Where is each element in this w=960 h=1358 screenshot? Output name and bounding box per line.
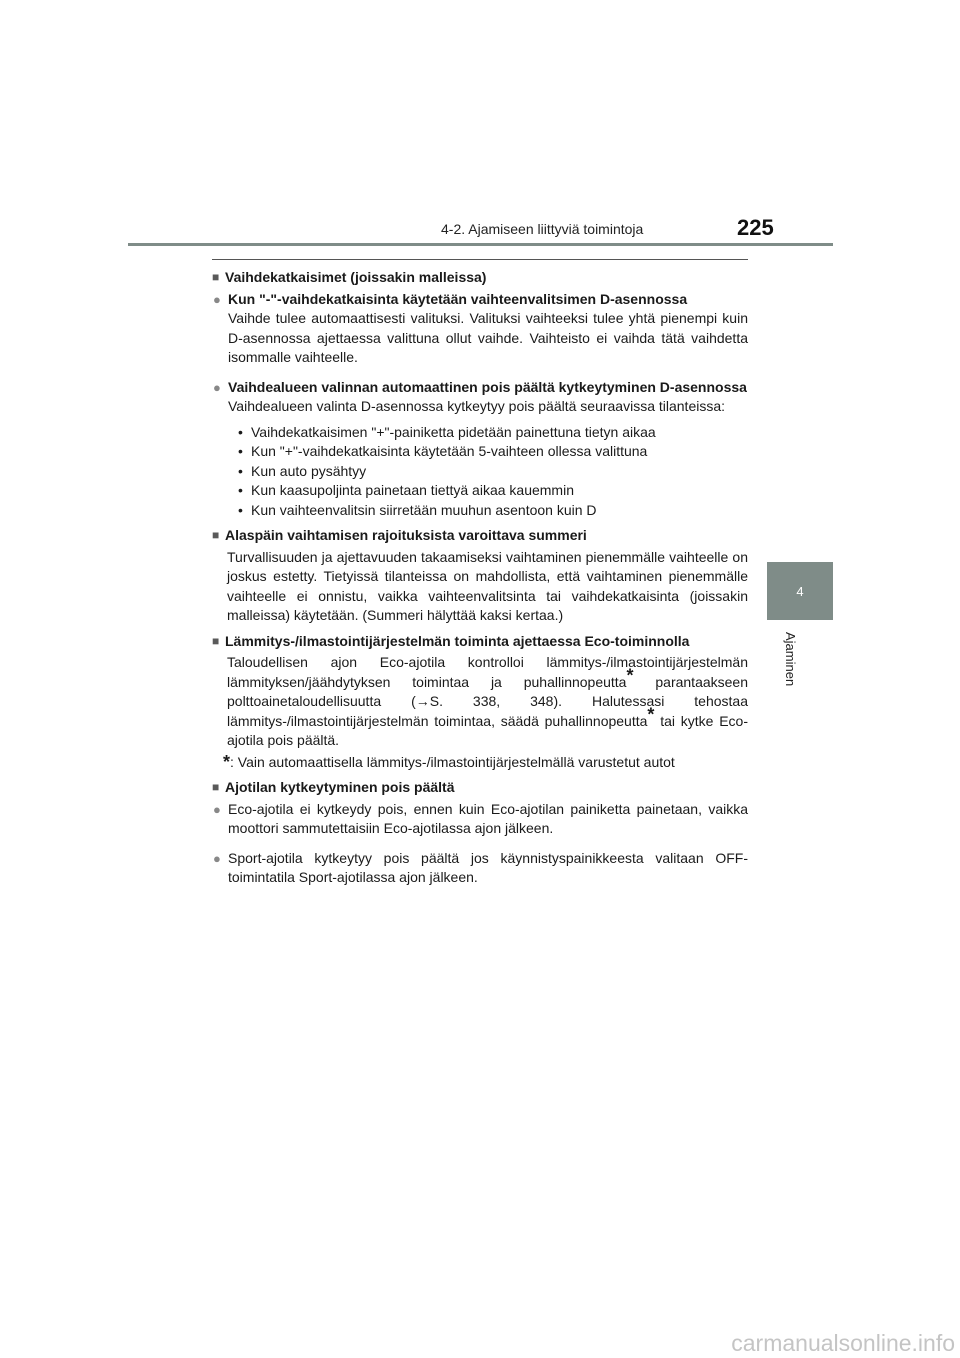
page-content <box>212 268 748 894</box>
section-heading <box>212 778 748 798</box>
chapter-label: Ajaminen <box>783 632 798 687</box>
section-heading <box>212 632 748 652</box>
footnote-asterisk: * <box>222 751 230 772</box>
text-part: tai kytke Eco-ajotila pois päältä. <box>227 712 748 748</box>
bullet-text: Vaihdealueen valinta D-asennossa kytkeytyy pois päältä seuraavissa tilanteissa: <box>228 398 726 414</box>
square-bullet-icon: ■ <box>212 270 220 284</box>
section-climate-eco <box>212 632 748 773</box>
text-part: parantaakseen polttoainetaloudellisuutta (→S. 338, 348). Halutessasi tehostaa lämmitys-/ilmastointijärjestelmän toimintaa, säädä puhallinnopeutta <box>227 673 748 729</box>
square-bullet-icon: ■ <box>212 780 220 794</box>
page-number: 225 <box>737 215 774 240</box>
bullet-item <box>212 378 748 417</box>
text-part: Taloudellisen ajon Eco-ajotila kontrolloi lämmitys-/ilmastointijärjestelmän lämmityksen/jäähdytyksen toimintaa ja puhallinnopeutta <box>227 654 748 690</box>
section-heading <box>212 268 748 288</box>
header-section-title: 4-2. Ajamiseen liittyviä toimintoja <box>441 221 644 237</box>
section-downshift-buzzer <box>212 526 748 626</box>
square-bullet-icon: ■ <box>212 633 220 648</box>
bullet-item <box>212 800 748 839</box>
bullet-text: Sport-ajotila kytkeytyy pois päältä jos käynnistyspainikkeesta valitaan OFF-toimintatila Sport-ajotilassa ajon jälkeen. <box>228 849 748 885</box>
circle-bullet-icon: ● <box>213 850 221 866</box>
content-top-rule <box>212 259 748 260</box>
condition-list <box>212 423 748 521</box>
section-gear-switches <box>212 268 748 520</box>
header-rule <box>128 243 833 246</box>
circle-bullet-icon: ● <box>213 801 221 817</box>
list-item: • Kun kaasupoljinta painetaan tiettyä aikaa kauemmin <box>238 481 748 501</box>
square-bullet-icon: ■ <box>212 528 220 542</box>
section-title: Alaspäin vaihtamisen rajoituksista varoittava summeri <box>225 527 587 543</box>
section-title: Lämmitys-/ilmastointijärjestelmän toiminta ajettaessa Eco-toiminnolla <box>225 632 690 649</box>
circle-bullet-icon: ● <box>213 379 221 395</box>
footnote-text: : Vain automaattisella lämmitys-/ilmastointijärjestelmällä varustetut autot <box>230 753 675 770</box>
list-item: • Vaihdekatkaisimen "+"-painiketta pidetään painettuna tietyn aikaa <box>238 423 748 443</box>
bullet-title: Vaihdealueen valinnan automaattinen pois päältä kytkeytyminen D-asennossa <box>228 378 747 395</box>
list-item: • Kun auto pysähtyy <box>238 462 748 482</box>
list-item: • Kun vaihteenvalitsin siirretään muuhun asentoon kuin D <box>238 501 748 521</box>
circle-bullet-icon: ● <box>213 291 221 307</box>
section-title: Vaihdekatkaisimet (joissakin malleissa) <box>225 269 487 285</box>
chapter-tab <box>767 562 833 620</box>
watermark-text: carmanualsonline.info <box>731 1330 955 1356</box>
section-text <box>212 653 748 751</box>
list-item: • Kun "+"-vaihdekatkaisinta käytetään 5-vaihteen ollessa valittuna <box>238 442 748 462</box>
bullet-item <box>212 849 748 888</box>
asterisk-mark: * <box>647 703 655 724</box>
footnote <box>212 753 748 773</box>
bullet-text: Eco-ajotila ei kytkeydy pois, ennen kuin Eco-ajotilan painiketta painetaan, vaikka moottori sammutettaisiin Eco-ajotilassa ajon jälkeen. <box>228 800 748 836</box>
section-title: Ajotilan kytkeytyminen pois päältä <box>225 779 455 795</box>
bullet-text: Vaihde tulee automaattisesti valituksi. Valituksi vaihteeksi tulee yhtä pienempi kuin D-asennossa ajettaessa valittuna ollut vaihde. Vaihteisto ei vaihda tätä vaihdetta isommalle vaihteelle. <box>228 310 748 365</box>
chapter-number: 4 <box>796 583 804 599</box>
section-drive-mode-off <box>212 778 748 888</box>
asterisk-mark: * <box>626 664 634 685</box>
bullet-item <box>212 290 748 368</box>
section-heading <box>212 526 748 546</box>
section-text: Turvallisuuden ja ajettavuuden takaamiseksi vaihtaminen pienemmälle vaihteelle on joskus estetty. Tietyissä tilanteissa on mahdollista, että vaihtaminen pienemmälle vaihteelle ei onnistu, vaikka vaihteenvalitsinta tai vaihdekatkaisinta (joissakin malleissa) käytetään. (Summeri hälyttää kaksi kertaa.) <box>227 548 748 623</box>
bullet-title: Kun "-"-vaihdekatkaisinta käytetään vaihteenvalitsimen D-asennossa <box>228 290 688 307</box>
